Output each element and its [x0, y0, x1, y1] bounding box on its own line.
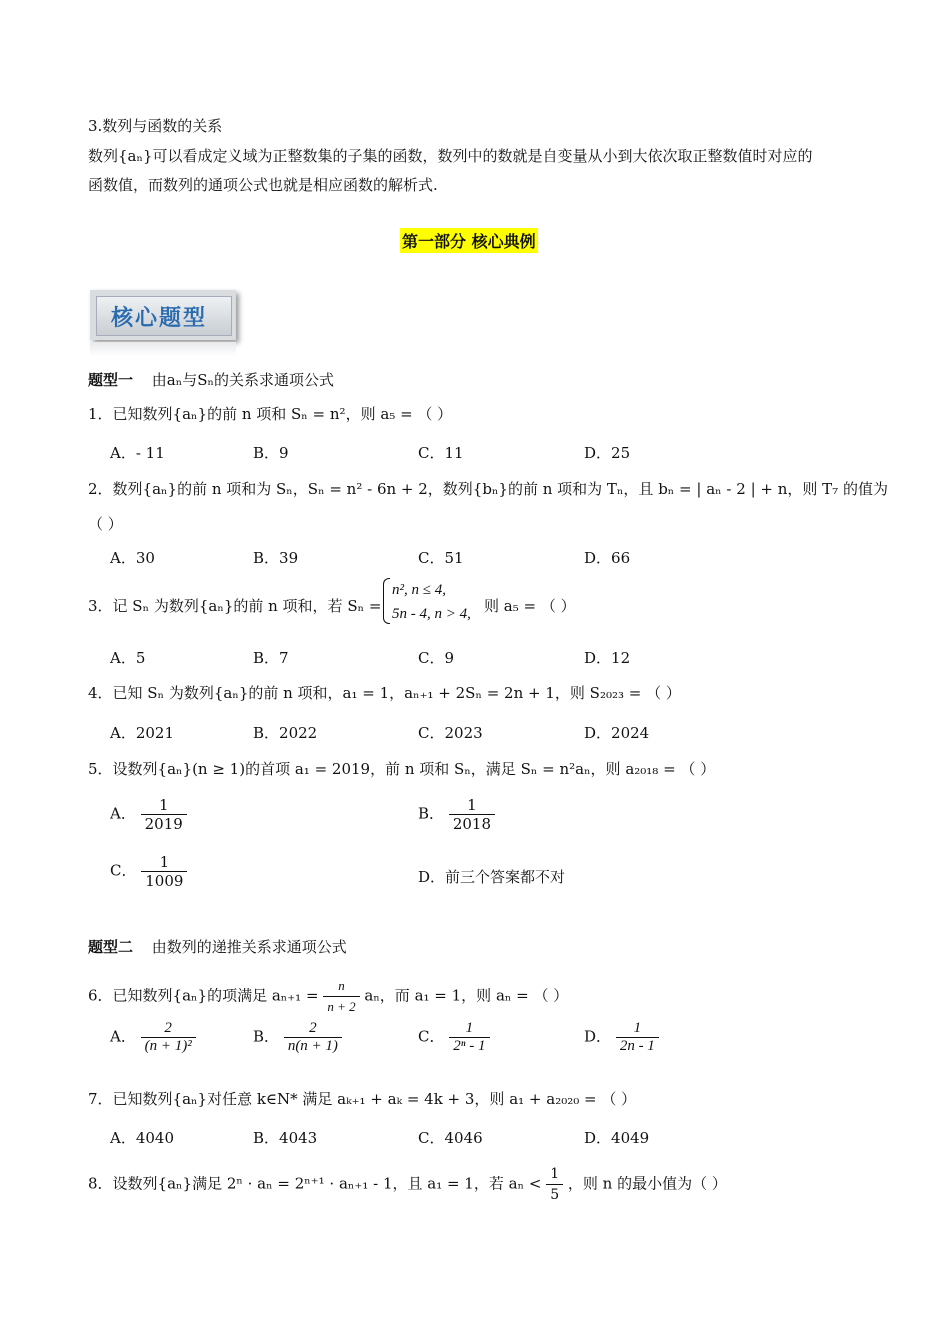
- q4-option-a: A．2021: [110, 724, 175, 742]
- fraction-denominator: n + 2: [327, 999, 356, 1014]
- q7-option-b: B．4043: [253, 1129, 318, 1147]
- q6-option-d-label: D．: [584, 1027, 612, 1046]
- banner-panel: [96, 296, 232, 336]
- fraction-denominator: 5: [550, 1187, 560, 1203]
- intro-heading: 3.数列与函数的关系: [88, 117, 223, 135]
- intro-paragraph-line-1: 数列{aₙ}可以看成定义域为正整数集的子集的函数，数列中的数就是自变量从小到大依次取正整数值时对应的: [88, 147, 813, 165]
- q5-option-b-fraction: [449, 796, 495, 833]
- q6-option-c-label: C．: [418, 1027, 445, 1046]
- q8-fraction: [546, 1164, 563, 1205]
- fraction-numerator: n: [323, 976, 359, 997]
- question-7: 7．已知数列{aₙ}对任意 k∈N* 满足 aₖ₊₁ + aₖ = 4k + 3，则 a₁ + a₂₀₂₀ = （ ）: [88, 1090, 637, 1108]
- q5-option-a-fraction: [141, 796, 187, 833]
- q6-option-a: [110, 1020, 196, 1055]
- fraction-numerator: 2: [284, 1020, 342, 1038]
- fraction-numerator: 1: [141, 796, 187, 815]
- fraction-denominator: (n + 1)²: [144, 1038, 192, 1054]
- q6-tail: aₙ，而 a₁ = 1，则 aₙ = （ ）: [364, 986, 569, 1005]
- q3-option-d: D．12: [584, 649, 631, 667]
- fraction-numerator: 1: [449, 1020, 489, 1038]
- type2-heading: [88, 937, 347, 957]
- question-4: 4．已知 Sₙ 为数列{aₙ}的前 n 项和，a₁ = 1，aₙ₊₁ + 2Sₙ = 2n + 1，则 S₂₀₂₃ = （ ）: [88, 684, 681, 702]
- q3-case-1: n², n ≤ 4,: [392, 582, 446, 598]
- piecewise-brace: [383, 578, 390, 624]
- fraction-denominator: 1009: [145, 872, 184, 890]
- q4-option-b: B．2022: [253, 724, 318, 742]
- q6-option-d: [584, 1020, 659, 1055]
- q8-tail: ，则 n 的最小值为（ ）: [567, 1174, 727, 1193]
- q2-option-b: B．39: [253, 549, 299, 567]
- q2-option-d: D．66: [584, 549, 631, 567]
- q5-option-c: [110, 853, 187, 890]
- q5-option-b: [418, 796, 495, 833]
- q6-option-b: [253, 1020, 342, 1055]
- question-2: 2．数列{aₙ}的前 n 项和为 Sₙ，Sₙ = n² - 6n + 2，数列{bₙ}的前 n 项和为 Tₙ，且 bₙ = | aₙ - 2 | + n，则 T₇ 的值为: [88, 480, 888, 498]
- fraction-numerator: 1: [449, 796, 495, 815]
- question-6: [88, 976, 568, 1017]
- type1-label: 题型一: [88, 371, 134, 389]
- q6-stem: 6．已知数列{aₙ}的项满足 aₙ₊₁ =: [88, 986, 319, 1005]
- question-5: 5．设数列{aₙ}(n ≥ 1)的首项 a₁ = 2019，前 n 项和 Sₙ，满足 Sₙ = n²aₙ，则 a₂₀₁₈ = （ ）: [88, 760, 716, 778]
- q6-option-d-fraction: [616, 1020, 659, 1055]
- q5-option-a-label: A．: [110, 804, 136, 823]
- q6-option-a-label: A．: [110, 1027, 136, 1046]
- type2-label: 题型二: [88, 938, 134, 956]
- intro-paragraph-line-2: 函数值，而数列的通项公式也就是相应函数的解析式.: [88, 176, 438, 194]
- q3-case-2: 5n - 4, n > 4,: [392, 606, 471, 622]
- q6-option-c: [418, 1020, 490, 1055]
- question-2-continued: （ ）: [88, 515, 123, 533]
- core-questions-banner: [90, 290, 236, 340]
- q6-option-c-fraction: [449, 1020, 489, 1055]
- type1-title: 由aₙ与Sₙ的关系求通项公式: [151, 371, 334, 389]
- q7-option-c: C．4046: [418, 1129, 483, 1147]
- q6-fraction: [323, 976, 359, 1017]
- banner-reflection: [90, 342, 236, 356]
- q5-option-c-fraction: [141, 853, 187, 890]
- banner-text: 核心题型: [111, 306, 208, 331]
- fraction-numerator: 1: [141, 853, 187, 872]
- q6-option-b-fraction: [284, 1020, 342, 1055]
- q1-option-d: D．25: [584, 444, 631, 462]
- type2-title: 由数列的递推关系求通项公式: [151, 938, 347, 956]
- q1-option-b: B．9: [253, 444, 289, 462]
- q1-option-c: C．11: [418, 444, 464, 462]
- q3-option-a: A．5: [110, 649, 146, 667]
- q5-option-c-label: C．: [110, 861, 137, 880]
- section-title: 第一部分 核心典例: [400, 228, 538, 253]
- q6-option-a-fraction: [141, 1020, 196, 1055]
- q7-option-d: D．4049: [584, 1129, 650, 1147]
- fraction-numerator: 2: [141, 1020, 196, 1038]
- q4-option-d: D．2024: [584, 724, 650, 742]
- fraction-denominator: 2018: [452, 815, 491, 833]
- question-8: [88, 1164, 727, 1205]
- question-1: 1．已知数列{aₙ}的前 n 项和 Sₙ = n²，则 a₅ = （ ）: [88, 405, 453, 423]
- fraction-denominator: n(n + 1): [287, 1038, 338, 1054]
- q1-option-a: A．- 11: [110, 444, 165, 462]
- q5-option-d: D．前三个答案都不对: [418, 868, 566, 886]
- fraction-denominator: 2ⁿ - 1: [453, 1038, 486, 1054]
- fraction-numerator: 1: [546, 1164, 563, 1185]
- q2-option-c: C．51: [418, 549, 464, 567]
- q2-option-a: A．30: [110, 549, 155, 567]
- q8-stem: 8．设数列{aₙ}满足 2ⁿ · aₙ = 2ⁿ⁺¹ · aₙ₊₁ - 1，且 a₁ = 1，若 aₙ <: [88, 1174, 542, 1193]
- q4-option-c: C．2023: [418, 724, 483, 742]
- type1-heading: [88, 370, 334, 390]
- q7-option-a: A．4040: [110, 1129, 175, 1147]
- fraction-denominator: 2n - 1: [619, 1038, 655, 1054]
- question-3-tail: 则 a₅ = （ ）: [484, 597, 576, 615]
- fraction-numerator: 1: [616, 1020, 659, 1038]
- q6-option-b-label: B．: [253, 1027, 280, 1046]
- q3-option-b: B．7: [253, 649, 289, 667]
- q5-option-a: [110, 796, 187, 833]
- q3-option-c: C．9: [418, 649, 455, 667]
- question-3-stem: 3．记 Sₙ 为数列{aₙ}的前 n 项和，若 Sₙ =: [88, 597, 382, 615]
- q5-option-b-label: B．: [418, 804, 445, 823]
- fraction-denominator: 2019: [144, 815, 183, 833]
